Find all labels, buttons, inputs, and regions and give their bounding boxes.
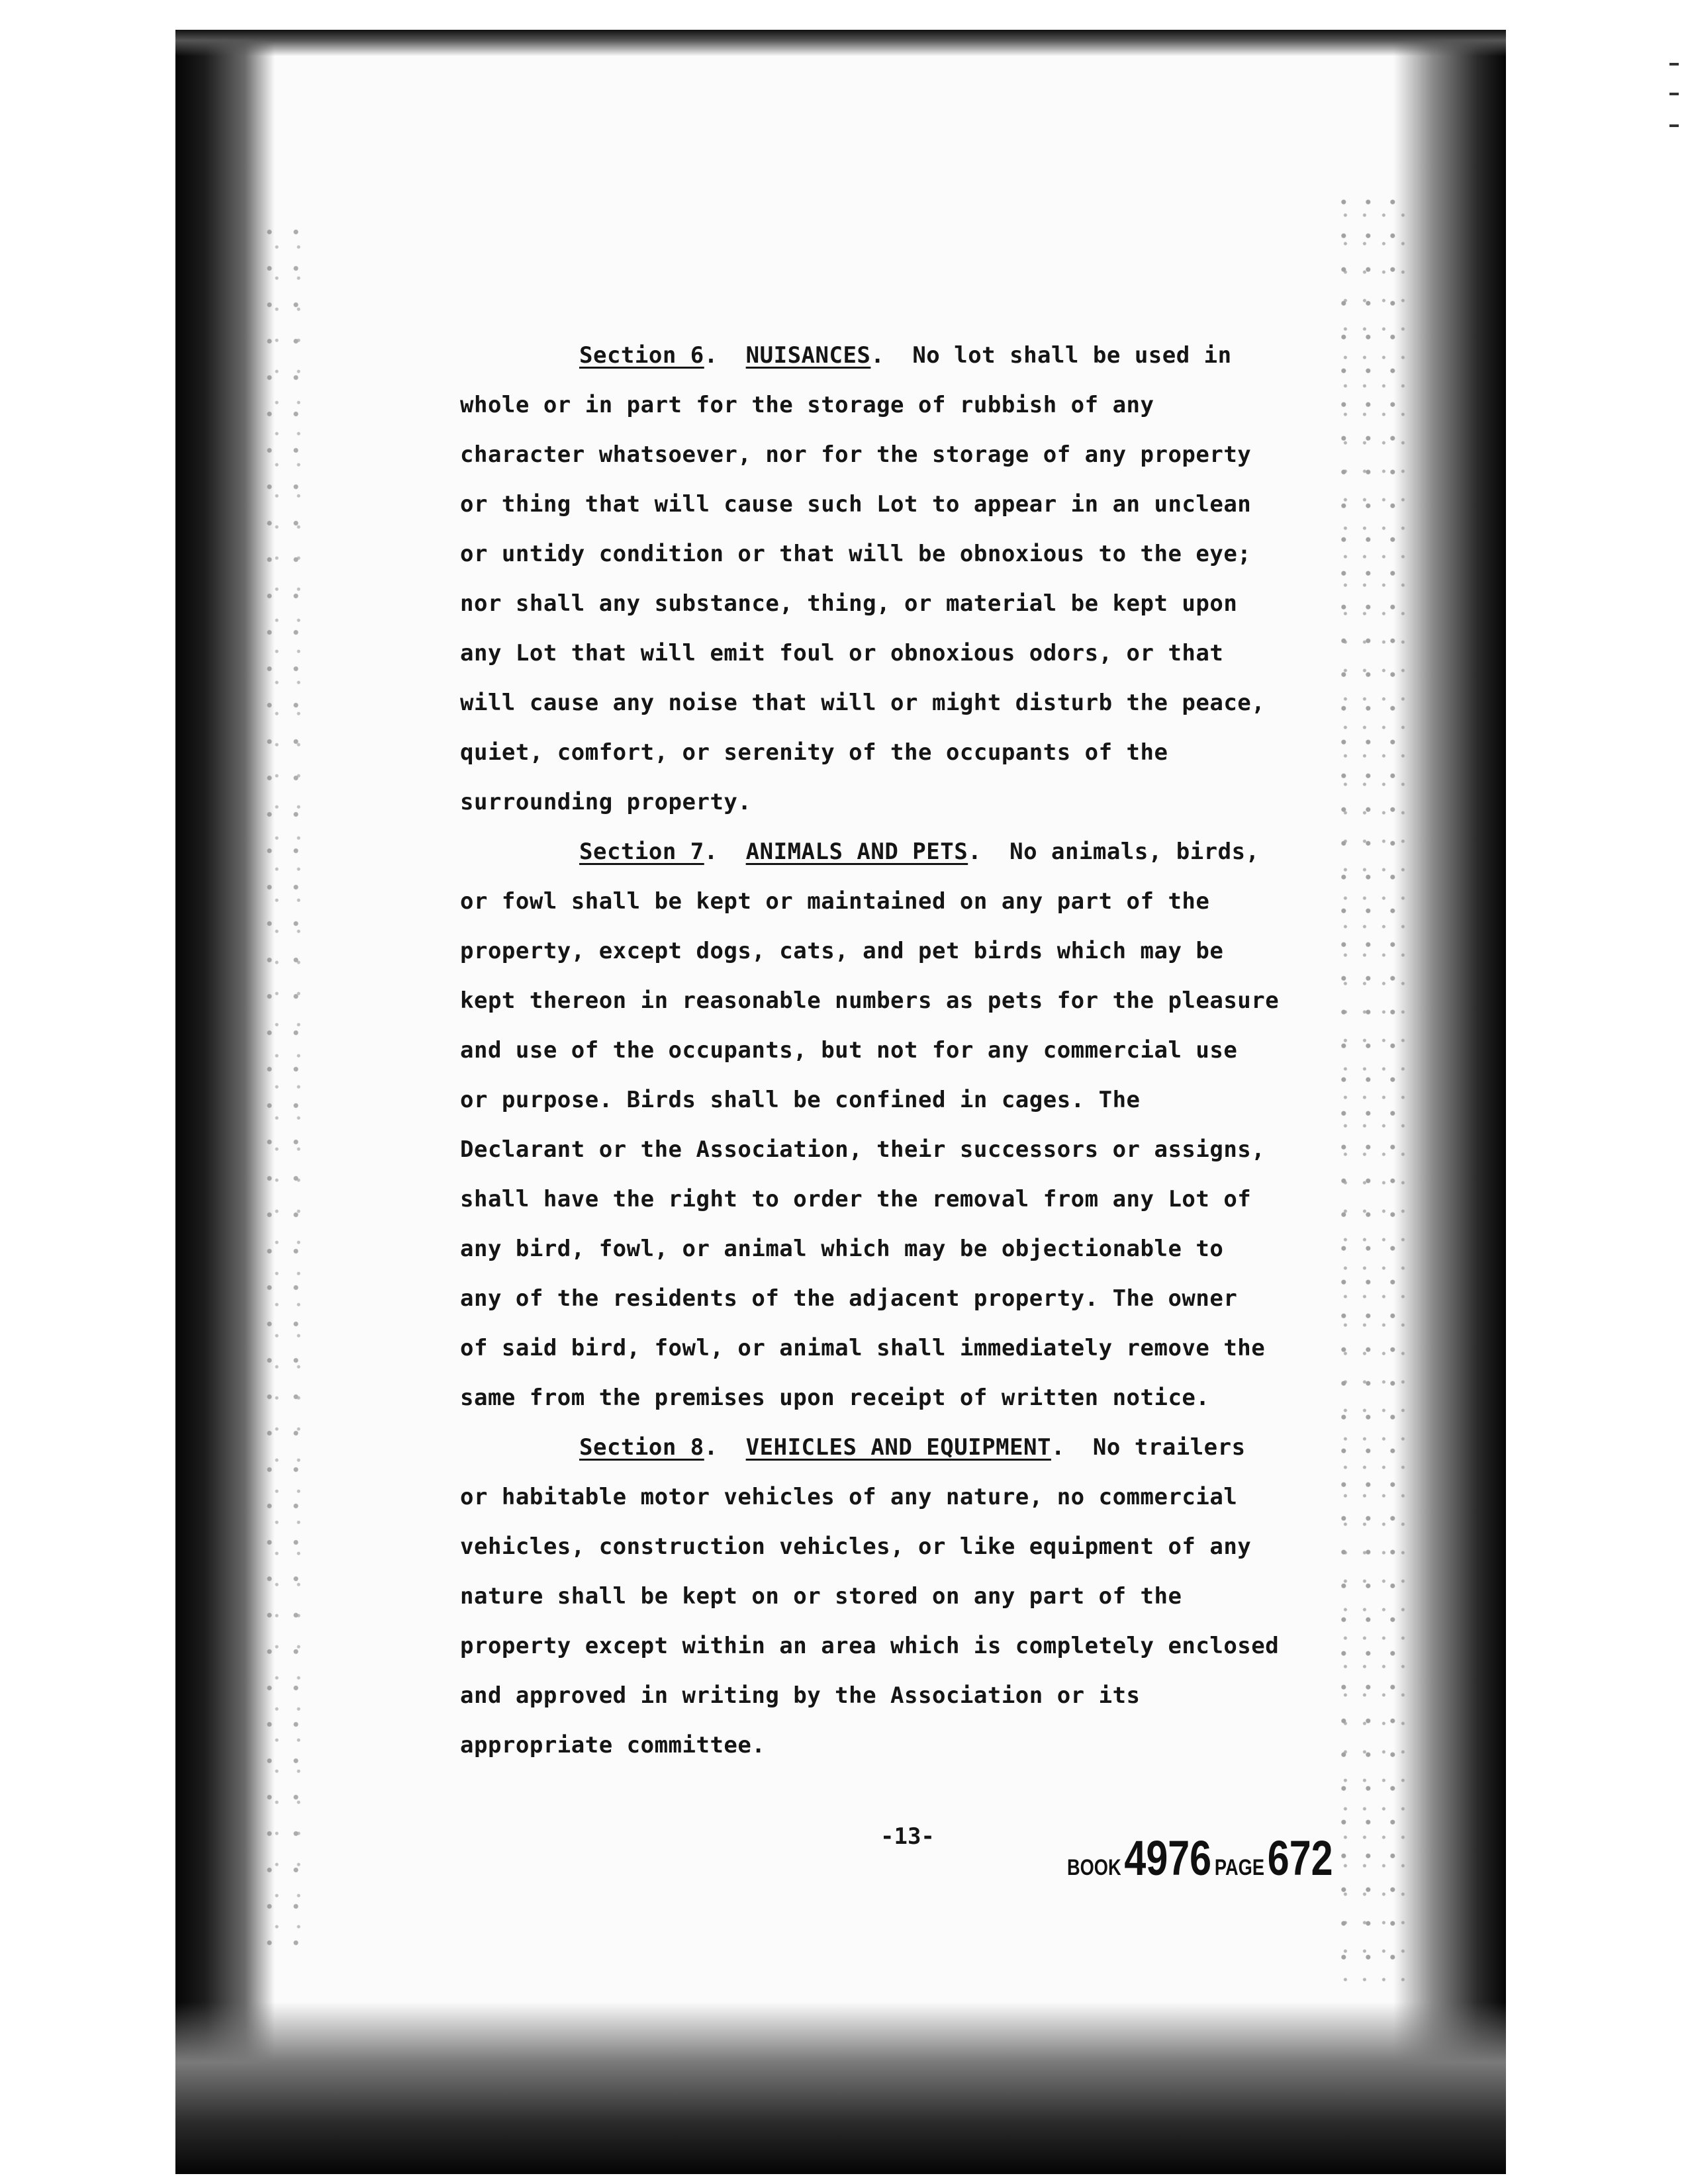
section-title: VEHICLES AND EQUIPMENT <box>745 1434 1051 1461</box>
section-label: Section 6 <box>579 342 704 369</box>
scan-noise-left <box>261 228 314 1949</box>
stamp-book-number: 4976 <box>1124 1831 1212 1886</box>
text-line: or thing that will cause such Lot to appear in an unclean <box>460 491 1252 518</box>
section-title: ANIMALS AND PETS <box>745 839 968 865</box>
text-line: of said bird, fowl, or animal shall immediately remove the <box>460 1335 1266 1361</box>
text-line: shall have the right to order the removal from any Lot of <box>460 1186 1252 1212</box>
scan-shadow-bottom <box>175 2002 1506 2174</box>
section-title: NUISANCES <box>745 342 871 369</box>
scan-shadow-left <box>175 30 275 2174</box>
scan-shadow-right <box>1393 30 1506 2174</box>
text-line: property except within an area which is completely enclosed <box>460 1633 1280 1659</box>
text-line: nor shall any substance, thing, or material be kept upon <box>460 590 1238 617</box>
text-line: or untidy condition or that will be obnoxious to the eye; <box>460 541 1252 567</box>
text-line: quiet, comfort, or serenity of the occupants of the <box>460 739 1168 766</box>
text-line: and use of the occupants, but not for any commercial use <box>460 1037 1238 1064</box>
text-line: property, except dogs, cats, and pet birds which may be <box>460 938 1224 964</box>
text-line: nature shall be kept on or stored on any part of the <box>460 1583 1182 1610</box>
document-body <box>460 331 1374 1770</box>
text-line: or fowl shall be kept or maintained on any part of the <box>460 888 1210 915</box>
text-line: any of the residents of the adjacent property. The owner <box>460 1285 1238 1312</box>
text-line: or habitable motor vehicles of any nature, no commercial <box>460 1484 1238 1510</box>
text-line: character whatsoever, nor for the storage of any property <box>460 441 1252 468</box>
text-line: kept thereon in reasonable numbers as pets for the pleasure <box>460 987 1280 1014</box>
section-heading-line: Section 6. NUISANCES. No lot shall be used in <box>579 342 1232 369</box>
section-label: Section 7 <box>579 839 704 865</box>
margin-mark <box>1669 93 1679 95</box>
text-line: or purpose. Birds shall be confined in cages. The <box>460 1087 1141 1113</box>
section-heading-line: Section 8. VEHICLES AND EQUIPMENT. No trailers <box>579 1434 1246 1461</box>
scan-shadow-top <box>175 30 1506 56</box>
book-page-stamp <box>1067 1830 1336 1886</box>
stamp-page-value: 672 <box>1267 1831 1333 1886</box>
section-label: Section 8 <box>579 1434 704 1461</box>
text-line: will cause any noise that will or might disturb the peace, <box>460 690 1266 716</box>
text-line: any Lot that will emit foul or obnoxious odors, or that <box>460 640 1224 666</box>
margin-mark <box>1669 63 1679 66</box>
text-line: appropriate committee. <box>460 1732 766 1758</box>
section-text: No lot shall be used in <box>912 342 1232 369</box>
text-line: surrounding property. <box>460 789 752 815</box>
text-line: Declarant or the Association, their successors or assigns, <box>460 1136 1266 1163</box>
section-heading-line: Section 7. ANIMALS AND PETS. No animals, birds, <box>579 839 1260 865</box>
page-number: -13- <box>880 1823 935 1850</box>
margin-mark <box>1669 124 1679 127</box>
stamp-page-label: PAGE <box>1214 1855 1264 1880</box>
section-text: No trailers <box>1092 1434 1246 1461</box>
text-line: and approved in writing by the Association or its <box>460 1682 1141 1709</box>
text-line: vehicles, construction vehicles, or like equipment of any <box>460 1533 1252 1560</box>
text-line: same from the premises upon receipt of written notice. <box>460 1385 1210 1411</box>
text-line: whole or in part for the storage of rubbish of any <box>460 392 1154 418</box>
stamp-book-label: BOOK <box>1067 1855 1121 1880</box>
text-line: any bird, fowl, or animal which may be objectionable to <box>460 1236 1224 1262</box>
section-text: No animals, birds, <box>1009 839 1260 865</box>
